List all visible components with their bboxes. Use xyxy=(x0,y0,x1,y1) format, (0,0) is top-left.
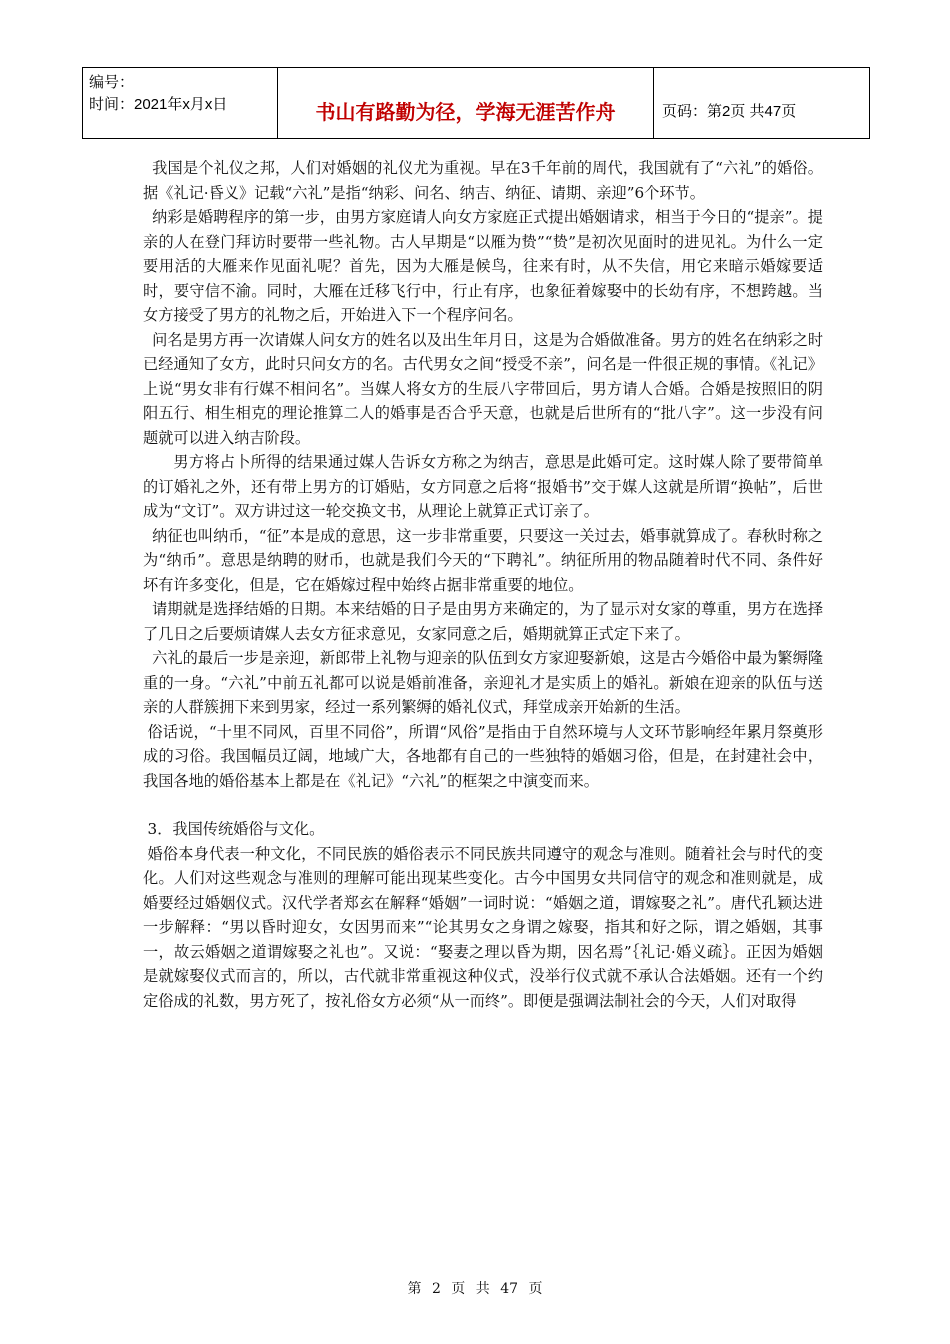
paragraph: 六礼的最后一步是亲迎，新郎带上礼物与迎亲的队伍到女方家迎娶新娘，这是古今婚俗中最为繁缛隆重的一身。“六礼”中前五礼都可以说是婚前准备，亲迎礼才是实质上的婚礼。新娘在迎亲的队伍与送亲的人群簇拥下来到男家，经过一系列繁缛的婚礼仪式，拜堂成亲开始新的生活。 xyxy=(143,649,823,716)
paragraph: 问名是男方再一次请媒人问女方的姓名以及出生年月日，这是为合婚做准备。男方的姓名在纳彩之时已经通知了女方，此时只问女方的名。古代男女之间“授受不亲”，问名是一件很正规的事情。《礼记》上说“男女非有行媒不相问名”。当媒人将女方的生辰八字带回后，男方请人合婚。合婚是按照旧的阴阳五行、相生相克的理论推算二人的婚事是否合乎天意，也就是后世所有的“批八字”。这一步没有问题就可以进入纳吉阶段。 xyxy=(143,330,823,447)
paragraph: 请期就是选择结婚的日期。本来结婚的日子是由男方来确定的，为了显示对女家的尊重，男方在选择了几日之后要烦请媒人去女方征求意见，女家同意之后，婚期就算正式定下来了。 xyxy=(143,600,823,643)
section-heading: 3．我国传统婚俗与文化。 xyxy=(147,820,325,838)
paragraph: 纳彩是婚聘程序的第一步，由男方家庭请人向女方家庭正式提出婚姻请求，相当于今日的“提亲”。提亲的人在登门拜访时要带一些礼物。古人早期是“以雁为贽”“贽”是初次见面时的进见礼。为什么一定要用活的大雁来作见面礼呢？首先，因为大雁是候鸟，往来有时，从不失信，用它来暗示婚嫁要适时，要守信不渝。同时，大雁在迁移飞行中，行止有序，也象征着嫁娶中的长幼有序，不想跨越。当女方接受了男方的礼物之后，开始进入下一个程序问名。 xyxy=(143,208,823,324)
page-footer: 第 2 页 共 47 页 xyxy=(407,1281,543,1297)
paragraph: 俗话说，“十里不同风，百里不同俗”，所谓“风俗”是指由于自然环境与人文环节影响经年累月祭奠形成的习俗。我国幅员辽阔，地域广大，各地都有自己的一些独特的婚姻习俗，但是，在封建社会中，我国各地的婚俗基本上都是在《礼记》“六礼”的框架之中演变而来。 xyxy=(143,722,823,790)
paragraph: 婚俗本身代表一种文化，不同民族的婚俗表示不同民族共同遵守的观念与准则。随着社会与时代的变化。人们对这些观念与准则的理解可能出现某些变化。古今中国男女共同信守的观念和准则就是，成婚要经过婚姻仪式。汉代学者郑玄在解释“婚姻”一词时说：“婚姻之道，谓嫁娶之礼”。唐代孔颖达进一步解释：“男以昏时迎女，女因男而来”“论其男女之身谓之嫁娶，指其和好之际，谓之婚姻，其事一，故云婚姻之道谓嫁娶之礼也”。又说：“娶妻之理以昏为期，因名焉”｛礼记·婚义疏｝。正因为婚姻是就嫁娶仪式而言的，所以，古代就非常重视这种仪式，没举行仪式就不承认合法婚姻。还有一个约定俗成的礼数，男方死了，按礼俗女方必须“从一而终”。即便是强调法制社会的今天，人们对取得 xyxy=(143,844,823,1010)
paragraph: 男方将占卜所得的结果通过媒人告诉女方称之为纳吉，意思是此婚可定。这时媒人除了要带简单的订婚礼之外，还有带上男方的订婚贴，女方同意之后将“报婚书”交于媒人这就是所谓“换帖”，后世成为“文订”。双方讲过这一轮交换文书，从理论上就算正式订亲了。 xyxy=(143,453,823,520)
header-meta xyxy=(83,68,278,138)
page-header xyxy=(82,67,870,139)
paragraph: 我国是个礼仪之邦，人们对婚姻的礼仪尤为重视。早在3千年前的周代，我国就有了“六礼”的婚俗。据《礼记·昏义》记载“六礼”是指“纳彩、问名、纳吉、纳征、请期、亲迎”6个环节。 xyxy=(143,159,823,202)
paragraph: 纳征也叫纳币，“征”本是成的意思，这一步非常重要，只要这一关过去，婚事就算成了。春秋时称之为“纳币”。意思是纳聘的财币，也就是我们今天的“下聘礼”。纳征所用的物品随着时代不同、条件好坏有许多变化，但是，它在婚嫁过程中始终占据非常重要的地位。 xyxy=(143,526,823,594)
header-page-info: 页码：第2页 共47页 xyxy=(662,102,797,120)
spacer xyxy=(143,793,823,817)
header-motto: 书山有路勤为径，学海无涯苦作舟 xyxy=(278,68,654,138)
document-body xyxy=(143,156,823,1013)
number-label: 编号： xyxy=(89,74,135,91)
time-label: 时间：2021年x月x日 xyxy=(89,96,228,113)
